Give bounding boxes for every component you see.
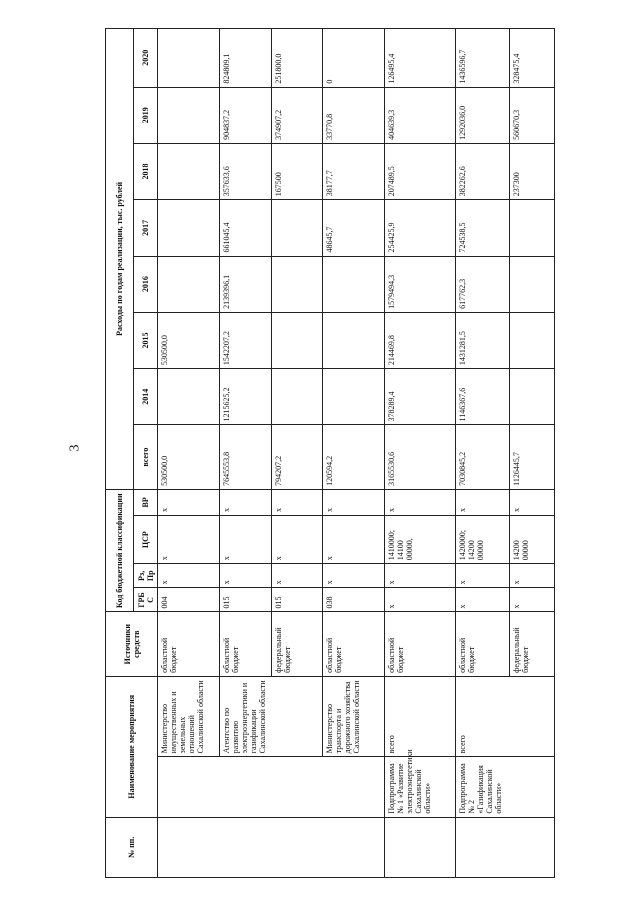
cell-vr: х (158, 489, 220, 515)
cell-grbs: х (385, 588, 456, 612)
header-2019: 2019 (134, 87, 158, 143)
cell-total: 120594,2 (323, 425, 385, 489)
cell-2020: 1436596,7 (456, 29, 510, 88)
cell-2019: 1292036,0 (456, 87, 510, 143)
cell-rzpr: х (385, 564, 456, 588)
cell-source: областной бюджет (158, 612, 220, 676)
cell-no (385, 817, 456, 877)
cell-source: федеральный бюджет (509, 612, 554, 676)
cell-2014: 1146367,6 (456, 369, 510, 425)
cell-grbs: 015 (220, 588, 272, 612)
cell-2017: 724538,5 (456, 200, 510, 256)
cell-2018: 38177,7 (323, 143, 385, 199)
cell-2017: 254425,9 (385, 200, 456, 256)
cell-2018: 167500 (271, 143, 323, 199)
cell-vr: х (509, 489, 554, 515)
cell-grbs: 004 (158, 588, 220, 612)
cell-rzpr: х (158, 564, 220, 588)
cell-grbs: 015 (271, 588, 323, 612)
header-total: всего (134, 425, 158, 489)
header-2018: 2018 (134, 143, 158, 199)
cell-total: 7645553,8 (220, 425, 272, 489)
budget-table (105, 28, 555, 878)
cell-name: Подпрограмма № 2 «Газификация Сахалинской области» (456, 757, 555, 817)
cell-2020: 328475,4 (509, 29, 554, 88)
header-csr: ЦСР (134, 515, 158, 563)
cell-grbs: х (456, 588, 510, 612)
cell-csr: 1420000; 14200 00000 (456, 515, 510, 563)
cell-2019: 560670,3 (509, 87, 554, 143)
cell-2015 (271, 312, 323, 368)
table-row (323, 29, 385, 878)
cell-2016 (271, 256, 323, 312)
cell-source: областной бюджет (323, 612, 385, 676)
cell-2020: 0 (323, 29, 385, 88)
cell-2017: 661045,4 (220, 200, 272, 256)
cell-2016: 2139396,1 (220, 256, 272, 312)
cell-2018: 357633,6 (220, 143, 272, 199)
cell-total: 3165530,6 (385, 425, 456, 489)
cell-source: областной бюджет (385, 612, 456, 676)
header-name: Наименование мероприятия (106, 676, 158, 817)
header-no: № пп. (106, 817, 158, 877)
cell-vr: х (385, 489, 456, 515)
cell-source: областной бюджет (220, 612, 272, 676)
cell-name (158, 757, 385, 817)
cell-total: 7030845,2 (456, 425, 510, 489)
cell-org: всего (385, 676, 456, 756)
cell-2018: 382262,6 (456, 143, 510, 199)
cell-csr: 14200 00000 (509, 515, 554, 563)
cell-2016: 1579494,3 (385, 256, 456, 312)
cell-2017: 48645,7 (323, 200, 385, 256)
header-2014: 2014 (134, 369, 158, 425)
header-2017: 2017 (134, 200, 158, 256)
cell-org: всего (456, 676, 555, 756)
cell-vr: х (323, 489, 385, 515)
cell-2017 (271, 200, 323, 256)
cell-2020: 126495,4 (385, 29, 456, 88)
header-expenses-group: Расходы по годам реализации, тыс. рублей (106, 29, 134, 490)
rotated-table-container (105, 28, 555, 878)
cell-2015 (509, 312, 554, 368)
cell-2018: 207489,5 (385, 143, 456, 199)
cell-total: 1126445,7 (509, 425, 554, 489)
cell-2015: 214469,8 (385, 312, 456, 368)
cell-csr: х (158, 515, 220, 563)
header-grbs: ГРБ С (134, 588, 158, 612)
cell-2019: 33770,8 (323, 87, 385, 143)
table-row (158, 29, 220, 878)
cell-source: областной бюджет (456, 612, 510, 676)
cell-source: федеральный бюджет (271, 612, 323, 676)
cell-csr: 1410000; 14100 00000, (385, 515, 456, 563)
cell-2014: 378289,4 (385, 369, 456, 425)
header-vr: ВР (134, 489, 158, 515)
cell-2015: 530500,0 (158, 312, 220, 368)
cell-2016 (158, 256, 220, 312)
cell-no (158, 817, 385, 877)
header-rzpr: Рз, Пр (134, 564, 158, 588)
table-row (456, 29, 510, 878)
cell-2014 (323, 369, 385, 425)
cell-2016 (509, 256, 554, 312)
cell-2019: 404639,3 (385, 87, 456, 143)
cell-csr: х (220, 515, 272, 563)
cell-2015: 1542207,2 (220, 312, 272, 368)
cell-name: Подпрограмма № 1 «Развитие электроэнергетики Сахалинской области» (385, 757, 456, 817)
cell-2017 (158, 200, 220, 256)
cell-rzpr: х (220, 564, 272, 588)
cell-rzpr: х (323, 564, 385, 588)
table-row (220, 29, 272, 878)
page-number: 3 (67, 444, 83, 452)
cell-2020: 251800,0 (271, 29, 323, 88)
table-row (385, 29, 456, 878)
cell-2015 (323, 312, 385, 368)
cell-2016 (323, 256, 385, 312)
cell-2019: 374907,2 (271, 87, 323, 143)
cell-vr: х (271, 489, 323, 515)
cell-no (456, 817, 555, 877)
cell-2018 (158, 143, 220, 199)
cell-2014 (509, 369, 554, 425)
cell-grbs: х (509, 588, 554, 612)
cell-2014: 1215625,2 (220, 369, 272, 425)
cell-vr: х (456, 489, 510, 515)
cell-org: Агентство по развитию электроэнергетики и газификации Сахалинской области (220, 676, 323, 756)
cell-csr: х (271, 515, 323, 563)
cell-2014 (271, 369, 323, 425)
cell-2020 (158, 29, 220, 88)
cell-2020: 824809,1 (220, 29, 272, 88)
header-2015: 2015 (134, 312, 158, 368)
cell-rzpr: х (271, 564, 323, 588)
cell-2019 (158, 87, 220, 143)
cell-2017 (509, 200, 554, 256)
cell-2016: 617762,3 (456, 256, 510, 312)
cell-rzpr: х (456, 564, 510, 588)
cell-org: Министерство транспорта и дорожного хозяйства Сахалинской области (323, 676, 385, 756)
cell-2015: 1431281,5 (456, 312, 510, 368)
cell-total: 794207,2 (271, 425, 323, 489)
cell-2014 (158, 369, 220, 425)
cell-2019: 904837,2 (220, 87, 272, 143)
header-2016: 2016 (134, 256, 158, 312)
cell-vr: х (220, 489, 272, 515)
cell-org: Министерство имущественных и земельных отношений Сахалинской области (158, 676, 220, 756)
cell-2018: 237300 (509, 143, 554, 199)
cell-grbs: 038 (323, 588, 385, 612)
header-source: Источники средств (106, 612, 158, 676)
header-code-group: Код бюджетной классификации (106, 489, 134, 612)
cell-csr: х (323, 515, 385, 563)
cell-total: 530500,0 (158, 425, 220, 489)
header-2020: 2020 (134, 29, 158, 88)
cell-rzpr: х (509, 564, 554, 588)
